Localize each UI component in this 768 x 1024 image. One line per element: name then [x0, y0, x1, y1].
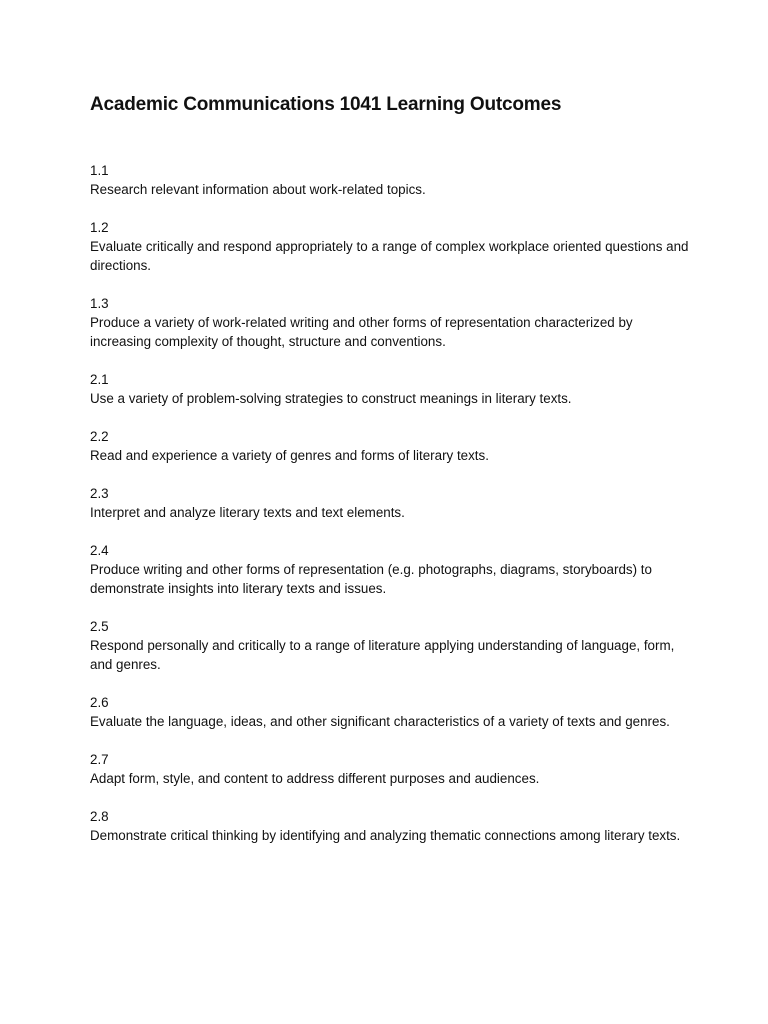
outcome-number: 2.4 [90, 543, 109, 558]
outcome-text: Produce writing and other forms of representation (e.g. photographs, diagrams, storyboards) to demonstrate insights into literary texts and issues. [90, 562, 652, 596]
outcome-text: Read and experience a variety of genres and forms of literary texts. [90, 448, 489, 463]
outcome-text: Demonstrate critical thinking by identifying and analyzing thematic connections among literary texts. [90, 828, 681, 843]
document-body [90, 93, 690, 864]
outcome-item [90, 693, 690, 731]
outcome-number: 2.3 [90, 486, 109, 501]
outcome-item [90, 484, 690, 522]
outcome-text: Evaluate the language, ideas, and other significant characteristics of a variety of texts and genres. [90, 714, 670, 729]
outcome-item [90, 218, 690, 275]
outcome-number: 2.6 [90, 695, 109, 710]
outcome-item [90, 807, 690, 845]
outcome-text: Produce a variety of work-related writing and other forms of representation characterized by increasing complexity of thought, structure and conventions. [90, 315, 633, 349]
outcome-text: Use a variety of problem-solving strategies to construct meanings in literary texts. [90, 391, 572, 406]
outcome-item [90, 294, 690, 351]
outcome-text: Respond personally and critically to a range of literature applying understanding of language, form, and genres. [90, 638, 675, 672]
outcome-text: Adapt form, style, and content to address different purposes and audiences. [90, 771, 540, 786]
outcome-number: 2.8 [90, 809, 109, 824]
outcome-item [90, 617, 690, 674]
outcome-number: 2.1 [90, 372, 109, 387]
outcome-text: Research relevant information about work-related topics. [90, 182, 426, 197]
outcome-item [90, 541, 690, 598]
outcome-number: 2.5 [90, 619, 109, 634]
outcome-number: 1.3 [90, 296, 109, 311]
outcome-item [90, 427, 690, 465]
outcome-number: 1.1 [90, 163, 109, 178]
outcome-number: 2.7 [90, 752, 109, 767]
outcome-number: 1.2 [90, 220, 109, 235]
outcome-item [90, 750, 690, 788]
outcome-text: Interpret and analyze literary texts and text elements. [90, 505, 405, 520]
outcome-number: 2.2 [90, 429, 109, 444]
page-title: Academic Communications 1041 Learning Outcomes [90, 94, 562, 115]
outcome-item [90, 161, 690, 199]
outcome-text: Evaluate critically and respond appropriately to a range of complex workplace oriented questions and directions. [90, 239, 689, 273]
outcome-item [90, 370, 690, 408]
